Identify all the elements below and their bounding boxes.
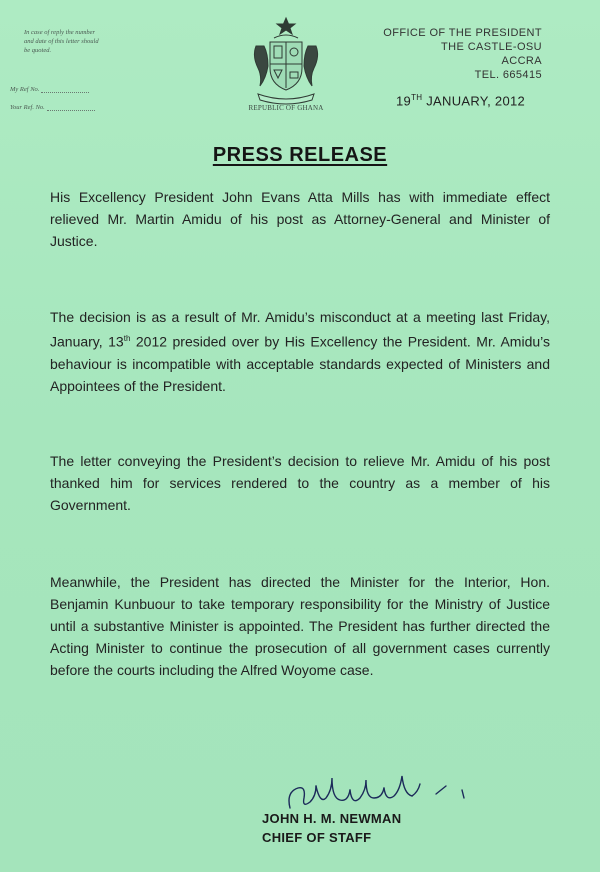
paragraph-1-text: His Excellency President John Evans Atta Mills has with immediate effect relieved Mr. Martin Amidu of his post as Attorney-General and Minister of Justice. <box>50 189 550 249</box>
paragraph-2-part-2: 2012 presided over by His Excellency the President. Mr. Amidu’s behaviour is incompatible with acceptable standards expected of Ministers and Appointees of the President. <box>50 333 550 394</box>
paragraph-interim <box>50 571 550 681</box>
your-ref-blank <box>47 110 95 111</box>
paragraph-4-text: Meanwhile, the President has directed the Minister for the Interior, Hon. Benjamin Kunbuour to take temporary responsibility for the Ministry of Justice until a substantive Minister is appointed. The President has further directed the Acting Minister to continue the prosecution of all government cases currently before the courts including the Alfred Woyome case. <box>50 574 550 678</box>
date-day: 19 <box>396 93 412 109</box>
signatory-name: JOHN H. M. NEWMAN <box>262 811 402 826</box>
paragraph-dismissal <box>50 186 550 252</box>
reply-note-text: In case of reply the number and date of this letter should be quoted. <box>24 29 99 54</box>
paragraph-2-ordinal: th <box>123 334 131 343</box>
office-building: THE CASTLE-OSU <box>441 41 542 53</box>
office-name: OFFICE OF THE PRESIDENT <box>383 27 542 39</box>
your-ref-field <box>10 104 95 111</box>
coat-of-arms-icon <box>246 16 326 108</box>
paragraph-3-text: The letter conveying the President’s decision to relieve Mr. Amidu of his post thanked him for services rendered to the country as a member of his Government. <box>50 453 550 513</box>
my-ref-blank <box>41 92 89 93</box>
paragraph-reason <box>50 306 550 397</box>
paragraph-letter <box>50 450 550 516</box>
office-city: ACCRA <box>501 55 542 67</box>
signatory-block <box>262 809 401 847</box>
your-ref-label: Your Ref. No. <box>10 104 45 111</box>
my-ref-label: My Ref No. <box>10 86 40 93</box>
office-address <box>383 26 542 82</box>
office-phone: TEL. 665415 <box>474 69 542 81</box>
paragraph-2-part-1: The decision is as a result of Mr. Amidu’s misconduct at a meeting last Friday, January, 13 <box>50 309 550 350</box>
press-release-title-wrap <box>0 144 600 167</box>
crest-caption: REPUBLIC OF GHANA <box>248 104 324 112</box>
date-suffix: TH <box>411 93 423 102</box>
paragraph-2-text <box>50 306 550 397</box>
date-month-year: JANUARY, 2012 <box>422 93 526 109</box>
reply-note <box>10 28 100 55</box>
signatory-position: CHIEF OF STAFF <box>262 830 372 845</box>
page-title: PRESS RELEASE <box>212 144 388 166</box>
letter-date <box>396 93 525 108</box>
my-ref-field <box>10 86 89 93</box>
